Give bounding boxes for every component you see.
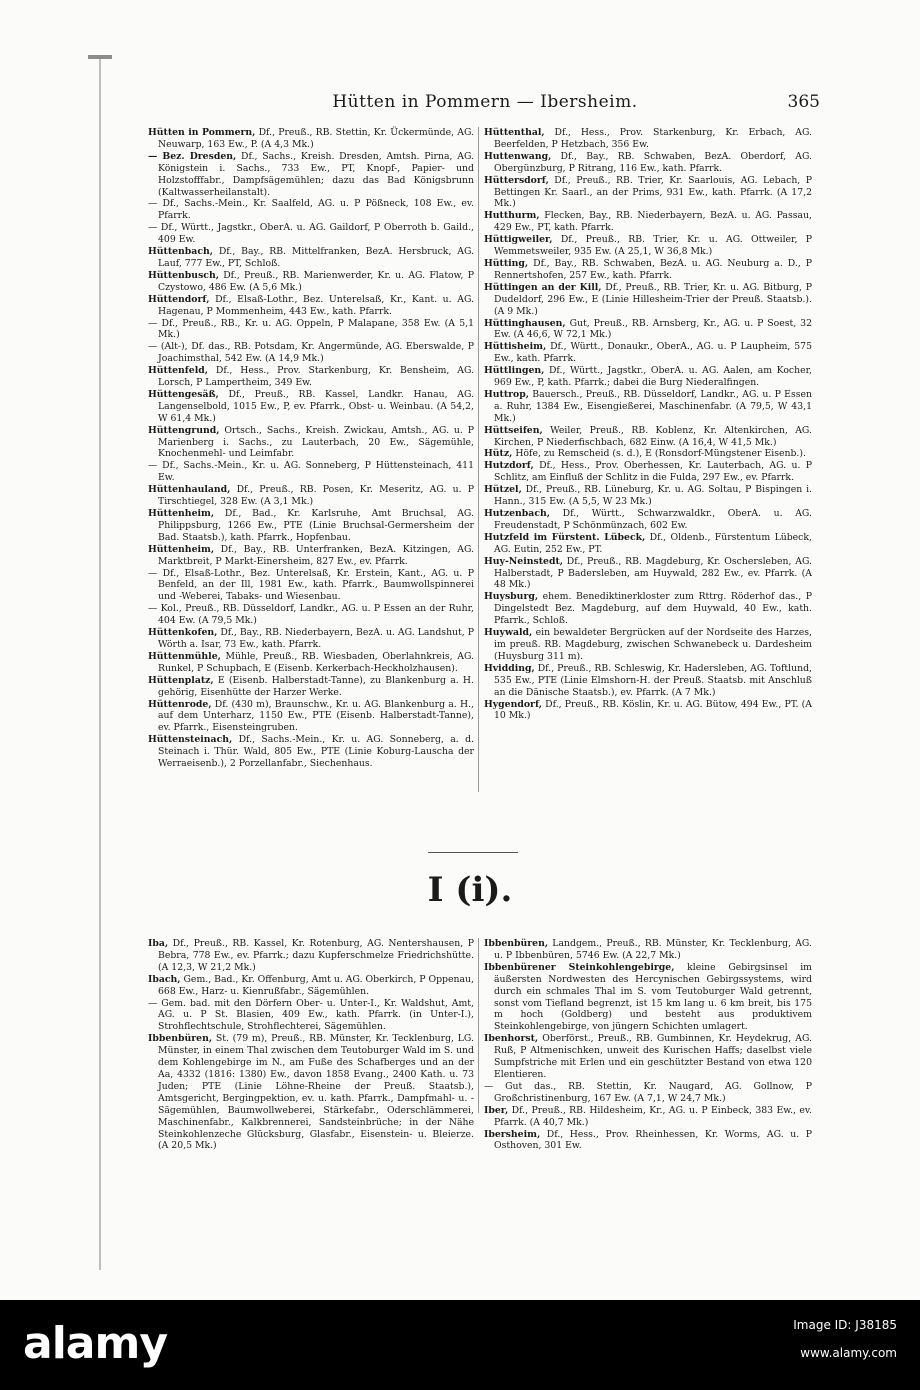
entry-text: Df., Württ., Jagstkr., OberA. u. AG. Aalen, am Kocher, 969 Ew., P, kath. Pfarrk.; dabei die Burg Niederalfingen.: [494, 365, 812, 389]
entry-headword: Hütting,: [484, 257, 529, 269]
dictionary-entry: [148, 974, 474, 998]
dictionary-entry: [484, 532, 812, 556]
entry-text: Bauersch., Preuß., RB. Düsseldorf, Landkr., AG. u. P Essen a. Ruhr, 1384 Ew., Eisengießerei, Maschinenfabr. (A 79,5, W 43,1 Mk.): [494, 388, 812, 424]
entry-headword: Hüttenbusch,: [148, 269, 219, 281]
dictionary-entry: [148, 127, 474, 151]
entry-text: — Df., Württ., Jagstkr., OberA. u. AG. Gaildorf, P Oberroth b. Gaild., 409 Ew.: [148, 222, 474, 246]
entry-text: Df., Bay., RB. Unterfranken, BezA. Kitzingen, AG. Marktbreit, P Markt-Einersheim, 827 Ew., ev. Pfarrk.: [158, 543, 474, 567]
dictionary-entry: [484, 341, 812, 365]
dictionary-entry: [484, 258, 812, 282]
entry-text: Df., Sachs., Kreish. Dresden, Amtsh. Pirna, AG. Königstein i. Sachs., 733 Ew., PT, Knopf-, Papier- und Holzstofffabr., Dampfsägemühlen; dazu das Bad Königsbrunn (Kaltwasserheilanstalt).: [158, 150, 474, 198]
entry-text: — Df., Preuß., RB., Kr. u. AG. Oppeln, P Malapane, 358 Ew. (A 5,1 Mk.): [148, 317, 474, 341]
dictionary-entry: [484, 282, 812, 318]
running-head-title: Hütten in Pommern — Ibersheim.: [332, 92, 638, 112]
entry-text: Df., Oldenb., Fürstentum Lübeck, AG. Eutin, 252 Ew., PT.: [494, 531, 812, 555]
dictionary-entry: [148, 318, 474, 342]
entry-headword: Huywald,: [484, 627, 533, 639]
entry-headword: Hygendorf,: [484, 698, 542, 710]
entry-text: Df., Preuß., RB. Hildesheim, Kr., AG. u. P Einbeck, 383 Ew., ev. Pfarrk. (A 40,7 Mk.): [494, 1104, 812, 1128]
entry-headword: Hüttenhauland,: [148, 484, 231, 496]
dictionary-entry: [484, 484, 812, 508]
page-number: 365: [787, 92, 820, 112]
entry-text: Df., Preuß., RB. Schleswig, Kr. Hadersleben, AG. Toftlund, 535 Ew., PTE (Linie Elmshorn-H. der Preuß. Staatsb. mit Anschluß an die Dänische Staatsb.), ev. Pfarrk. (A 7 Mk.): [494, 662, 812, 698]
dictionary-entry: [148, 568, 474, 604]
entry-text: kleine Gebirgsinsel im äußersten Nordwesten des Hercynischen Gebirgssystems, wird durch ein schmales Thal im S. vom Teutoburger Wald getrennt, sonst vom Tiefland begrenzt, ist 15 km lang u. 6 km breit, bis 175 m hoch (Goldberg) und besteht aus produktivem Steinkohlengebirge, von jüngern Schichten umlagert.: [494, 961, 812, 1033]
dictionary-entry: [484, 460, 812, 484]
entry-text: St. (79 m), Preuß., RB. Münster, Kr. Tecklenburg, LG. Münster, in einem Thal zwischen dem Teutoburger Wald im S. und dem Kohlengebirge im N., am Fuße des Schafberges und an der Aa, 4332 (1816: 1380) Ew., davon 1858 Evang., 2400 Kath. u. 73 Juden; PTE (Linie Löhne-Rheine der Preuß. Staatsb.), Amtsgericht, Bergingpektion, ev. u. kath. Pfarrk., Dampfmahl- u. -Sägemühlen, Baumwollweberei, Stärkefabr., Oderschlämmerei, Maschinenfabr., Kalkbrennerei, Sandsteinbrüche; in der Nähe Steinkohlenzeche Glücksburg, Glasfabr., Eisenstein- u. Bleierze. (A 20,5 Mk.): [158, 1033, 474, 1152]
entry-headword: Hüttengrund,: [148, 424, 220, 436]
entry-headword: Hüttensteinach,: [148, 734, 233, 746]
dictionary-entry: [484, 234, 812, 258]
dictionary-entry: [148, 365, 474, 389]
dictionary-entry: [148, 734, 474, 770]
entry-text: Df., Hess., Prov. Starkenburg, Kr. Erbach, AG. Beerfelden, P Hetzbach, 356 Ew.: [494, 127, 812, 150]
entry-headword: Ibach,: [148, 973, 181, 985]
entry-headword: Hüttenbach,: [148, 246, 213, 258]
entry-headword: Ibbenbüren,: [484, 938, 549, 949]
entry-headword: Hütz,: [484, 448, 513, 460]
dictionary-entry: [484, 210, 812, 234]
entry-text: Df., Bay., RB. Schwaben, BezA. u. AG. Neuburg a. D., P Rennertshofen, 257 Ew., kath. Pfarrk.: [494, 257, 812, 281]
entry-headword: Hüttinghausen,: [484, 317, 566, 329]
binding-tick: [88, 55, 112, 59]
entry-headword: Hüttenheim,: [148, 508, 215, 519]
entry-text: Df., Bay., RB. Niederbayern, BezA. u. AG. Landshut, P Wörth a. Isar, 73 Ew., kath. Pfarrk.: [158, 627, 474, 650]
entry-text: Höfe, zu Remscheid (s. d.), E (Ronsdorf-Müngstener Eisenb.).: [512, 448, 806, 460]
dictionary-entry: [148, 603, 474, 627]
entry-text: Df. (430 m), Braunschw., Kr. u. AG. Blankenburg a. H., auf dem Unterharz, 1150 Ew., PTE (Eisenb. Halberstadt-Tanne), ev. Pfarrk., Eisensteingruben.: [158, 698, 474, 734]
dictionary-entry: [484, 938, 812, 962]
entry-text: E (Eisenb. Halberstadt-Tanne), zu Blankenburg a. H. gehörig, Eisenhütte der Harzer Werke.: [158, 674, 474, 698]
entry-headword: Huttrop,: [484, 388, 529, 400]
entry-headword: Hüttisheim,: [484, 341, 547, 353]
entry-headword: Hüttenmühle,: [148, 650, 221, 662]
watermark-image-id: Image ID: J38185: [793, 1318, 897, 1332]
section-divider: [428, 852, 518, 853]
dictionary-entry: [148, 294, 474, 318]
dictionary-entry: [148, 651, 474, 675]
dictionary-entry: [484, 627, 812, 663]
entry-text: Df., Hess., Prov. Starkenburg, Kr. Bensheim, AG. Lorsch, P Lampertheim, 349 Ew.: [158, 365, 474, 389]
dictionary-entry: [484, 1129, 812, 1153]
dictionary-entry: [148, 246, 474, 270]
entry-headword: Hüttenkofen,: [148, 627, 218, 639]
dictionary-entry: [148, 544, 474, 568]
dictionary-entry: [484, 1105, 812, 1129]
dictionary-entry: [148, 675, 474, 699]
entry-text: — Df., Elsaß-Lothr., Bez. Unterelsaß, Kr. Erstein, Kant., AG. u. P Benfeld, an der Ill, 1981 Ew., kath. Pfarrk., Baumwollspinnerei und -Weberei, Tabaks- und Wiesenbau.: [148, 567, 474, 603]
dictionary-entry: [484, 663, 812, 699]
entry-text: Df., Preuß., RB. Lüneburg, Kr. u. AG. Soltau, P Bispingen i. Hann., 315 Ew. (A 5,5, W 23 Mk.): [494, 484, 812, 508]
entry-text: ein bewaldeter Bergrücken auf der Nordseite des Harzes, im preuß. RB. Magdeburg, zwischen Schwanebeck u. Dardesheim (Huysburg 311 m).: [494, 627, 812, 662]
dictionary-entry: [484, 175, 812, 211]
dictionary-entry: [148, 1033, 474, 1152]
dictionary-entry: [148, 998, 474, 1034]
dictionary-entry: [148, 425, 474, 461]
entry-headword: Ibenhorst,: [484, 1033, 539, 1045]
entry-headword: Hüttendorf,: [148, 293, 210, 305]
dictionary-entry: [484, 389, 812, 425]
dictionary-entry: [484, 508, 812, 532]
entry-text: Df., Hess., Prov. Rheinhessen, Kr. Worms, AG. u. P Osthoven, 301 Ew.: [494, 1128, 812, 1152]
dictionary-entry: [484, 699, 812, 723]
entry-text: — Gem. bad. mit den Dörfern Ober- u. Unter-I., Kr. Waldshut, Amt, AG. u. P St. Blasien, 409 Ew., kath. Pfarrk. (in Unter-I.), Strohflechtschule, Strohflechterei, Sägemühlen.: [148, 997, 474, 1033]
section-letter: I (i).: [427, 870, 513, 910]
dictionary-entry: [148, 508, 474, 544]
entry-text: Df., Preuß., RB. Kassel, Kr. Rotenburg, AG. Nentershausen, P Bebra, 778 Ew., ev. Pfarrk.; dazu Kupferschmelze Friedrichshütte. (A 12,3, W 21,2 Mk.): [158, 938, 474, 973]
binding-line: [99, 55, 101, 1270]
running-head: [150, 92, 820, 118]
dictionary-entry: [148, 341, 474, 365]
entry-text: Df., Preuß., RB. Trier, Kr. u. AG. Bitburg, P Dudeldorf, 296 Ew., E (Linie Hillesheim-Trier der Preuß. Staatsb.). (A 9 Mk.): [494, 281, 812, 317]
dictionary-entry: [484, 127, 812, 151]
dictionary-entry: [148, 484, 474, 508]
dictionary-entry: [148, 938, 474, 974]
entry-headword: Hüttigweiler,: [484, 234, 553, 246]
entry-headword: Iba,: [148, 938, 169, 949]
dictionary-entry: [148, 222, 474, 246]
entry-text: Df., Preuß., RB. Kassel, Landkr. Hanau, AG. Langenselbold, 1015 Ew., P, ev. Pfarrk., Obst- u. Weinbau. (A 54,2, W 61,4 Mk.): [158, 388, 474, 424]
entry-text: Flecken, Bay., RB. Niederbayern, BezA. u. AG. Passau, 429 Ew., PT, kath. Pfarrk.: [494, 210, 812, 234]
dictionary-entry: [148, 699, 474, 735]
entry-text: Df., Preuß., RB. Posen, Kr. Meseritz, AG. u. P Tirschtiegel, 328 Ew. (A 3,1 Mk.): [158, 484, 474, 508]
entry-text: Df., Sachs.-Mein., Kr. u. AG. Sonneberg, a. d. Steinach i. Thür. Wald, 805 Ew., PTE (Linie Koburg-Lauscha der Werraeisenb.), 2 Porzellanfabr., Siechenhaus.: [158, 734, 474, 770]
entry-text: Gem., Bad., Kr. Offenburg, Amt u. AG. Oberkirch, P Oppenau, 668 Ew., Harz- u. Kienrußfabr., Sägemühlen.: [158, 973, 474, 997]
entry-text: Weiler, Preuß., RB. Koblenz, Kr. Altenkirchen, AG. Kirchen, P Niederfischbach, 682 Einw. (A 16,4, W 41,5 Mk.): [494, 424, 812, 448]
dictionary-entry: [148, 389, 474, 425]
entry-text: Df., Bad., Kr. Karlsruhe, Amt Bruchsal, AG. Philippsburg, 1266 Ew., PTE (Linie Bruchsal-Germersheim der Bad. Staatsb.), kath. Pfarrk., Hopfenbau.: [158, 508, 474, 543]
entry-text: Df., Preuß., RB. Marienwerder, Kr. u. AG. Flatow, P Czystowo, 486 Ew. (A 5,6 Mk.): [158, 269, 474, 293]
watermark-logo: alamy: [23, 1318, 167, 1369]
dictionary-entry: [148, 460, 474, 484]
entry-headword: Hüttseifen,: [484, 424, 543, 436]
dictionary-entry: [484, 591, 812, 627]
watermark-url: www.alamy.com: [800, 1346, 897, 1360]
dictionary-entry: [484, 1081, 812, 1105]
entry-text: Df., Württ., Donaukr., OberA., AG. u. P Laupheim, 575 Ew., kath. Pfarrk.: [494, 341, 812, 365]
entry-text: Gut, Preuß., RB. Arnsberg, Kr., AG. u. P Soest, 32 Ew. (A 46,6, W 72,1 Mk.): [494, 317, 812, 341]
entry-text: Oberförst., Preuß., RB. Gumbinnen, Kr. Heydekrug, AG. Ruß, P Altmenischken, unweit des Kurischen Haffs; daselbst viele Sumpfstriche mit Erlen und ein geschützter Bestand von etwa 120 Elentieren.: [494, 1033, 812, 1080]
dictionary-entry: [484, 425, 812, 449]
entry-headword: Hüttenfeld,: [148, 365, 208, 377]
entry-headword: Ibbenbürener Steinkohlengebirge,: [484, 961, 675, 973]
entry-headword: Hüttenplatz,: [148, 674, 214, 686]
entry-text: Landgem., Preuß., RB. Münster, Kr. Tecklenburg, AG. u. P Ibbenbüren, 5746 Ew. (A 22,7 Mk.): [494, 938, 812, 961]
dictionary-entry: [148, 151, 474, 199]
column-left-top: [148, 127, 474, 770]
entry-text: Df., Preuß., RB. Trier, Kr. Saarlouis, AG. Lebach, P Bettingen Kr. Saarl., an der Prims, 931 Ew., kath. Pfarrk. (A 17,2 Mk.): [494, 174, 812, 210]
entry-headword: Hutzfeld im Fürstent. Lübeck,: [484, 531, 646, 543]
entry-text: — Df., Sachs.-Mein., Kr. u. AG. Sonneberg, P Hüttensteinach, 411 Ew.: [148, 460, 474, 484]
entry-text: Df., Bay., RB. Schwaben, BezA. Oberdorf, AG. Obergünzburg, P Ritrang, 116 Ew., kath. Pfarrk.: [494, 150, 812, 174]
entry-headword: Hützel,: [484, 484, 522, 496]
entry-headword: Hüttengesäß,: [148, 388, 219, 400]
entry-headword: Hüttlingen,: [484, 365, 545, 377]
entry-text: Df., Preuß., RB. Köslin, Kr. u. AG. Bütow, 494 Ew., PT. (A 10 Mk.): [494, 698, 812, 722]
entry-text: Ortsch., Sachs., Kreish. Zwickau, Amtsh., AG. u. P Marienberg i. Sachs., zu Lauterbach, 20 Ew., Sägemühle, Knochenmehl- und Leimfabr.: [158, 424, 474, 460]
dictionary-entry: [484, 962, 812, 1033]
column-left-bottom: [148, 938, 474, 1152]
entry-text: Df., Württ., Schwarzwaldkr., OberA. u. AG. Freudenstadt, P Schönmünzach, 602 Ew.: [494, 508, 812, 531]
entry-text: Df., Preuß., RB. Trier, Kr. u. AG. Ottweiler, P Wemmetsweiler, 935 Ew. (A 25,1, W 36,8 Mk.): [494, 234, 812, 258]
entry-headword: Hütten in Pommern,: [148, 127, 256, 138]
entry-headword: Huy-Neinstedt,: [484, 555, 563, 567]
dictionary-entry: [484, 1033, 812, 1081]
entry-headword: Ibbenbüren,: [148, 1033, 213, 1045]
entry-text: Df., Elsaß-Lothr., Bez. Unterelsaß, Kr., Kant. u. AG. Hagenau, P Mommenheim, 443 Ew., kath. Pfarrk.: [158, 293, 474, 317]
entry-headword: Hüttersdorf,: [484, 174, 549, 186]
column-divider: [478, 938, 479, 1113]
entry-headword: Ibersheim,: [484, 1128, 541, 1140]
column-right-bottom: [484, 938, 812, 1152]
entry-headword: Iber,: [484, 1104, 509, 1116]
column-divider: [478, 127, 479, 792]
dictionary-entry: [148, 198, 474, 222]
entry-headword: Hüttingen an der Kill,: [484, 281, 602, 293]
dictionary-entry: [148, 270, 474, 294]
entry-headword: Hüttenrode,: [148, 698, 212, 710]
entry-text: Df., Preuß., RB. Magdeburg, Kr. Oschersleben, AG. Halberstadt, P Badersleben, am Huywald, 282 Ew., ev. Pfarrk. (A 48 Mk.): [494, 555, 812, 591]
dictionary-entry: [484, 556, 812, 592]
dictionary-entry: [484, 365, 812, 389]
dictionary-entry: [148, 627, 474, 651]
entry-headword: Hüttenthal,: [484, 127, 545, 138]
entry-headword: Hüttenheim,: [148, 543, 215, 555]
entry-text: — (Alt-), Df. das., RB. Potsdam, Kr. Angermünde, AG. Eberswalde, P Joachimsthal, 542 Ew. (A 14,9 Mk.): [148, 341, 474, 365]
entry-text: Df., Hess., Prov. Oberhessen, Kr. Lauterbach, AG. u. P Schlitz, am Einfluß der Schlitz in die Fulda, 297 Ew., ev. Pfarrk.: [494, 460, 812, 484]
entry-text: Df., Preuß., RB. Stettin, Kr. Ückermünde, AG. Neuwarp, 163 Ew., P. (A 4,3 Mk.): [158, 127, 474, 150]
column-right-top: [484, 127, 812, 722]
entry-text: ehem. Benediktinerkloster zum Rttrg. Röderhof das., P Dingelstedt Bez. Magdeburg, auf dem Huywald, 40 Ew., kath. Pfarrk., Schloß.: [494, 591, 812, 627]
entry-headword: Hutzdorf,: [484, 460, 534, 472]
entry-text: — Gut das., RB. Stettin, Kr. Naugard, AG. Gollnow, P Großchristinenburg, 167 Ew. (A 7,1, W 24,7 Mk.): [484, 1080, 812, 1104]
entry-text: Df., Bay., RB. Mittelfranken, BezA. Hersbruck, AG. Lauf, 777 Ew., PT, Schloß.: [158, 246, 474, 269]
entry-text: — Df., Sachs.-Mein., Kr. Saalfeld, AG. u. P Pößneck, 108 Ew., ev. Pfarrk.: [148, 198, 474, 222]
dictionary-entry: [484, 448, 812, 460]
dictionary-entry: [484, 318, 812, 342]
entry-text: — Kol., Preuß., RB. Düsseldorf, Landkr., AG. u. P Essen an der Ruhr, 404 Ew. (A 79,5 Mk.): [148, 603, 474, 627]
entry-headword: Huttenwang,: [484, 150, 552, 162]
entry-headword: — Bez. Dresden,: [148, 150, 237, 162]
entry-headword: Hutthurm,: [484, 210, 540, 222]
entry-headword: Hutzenbach,: [484, 508, 550, 519]
entry-text: Mühle, Preuß., RB. Wiesbaden, Oberlahnkreis, AG. Runkel, P Schupbach, E (Eisenb. Kerkerbach-Heckholzhausen).: [158, 650, 474, 674]
entry-headword: Hvidding,: [484, 662, 535, 674]
dictionary-entry: [484, 151, 812, 175]
entry-headword: Huysburg,: [484, 591, 539, 603]
